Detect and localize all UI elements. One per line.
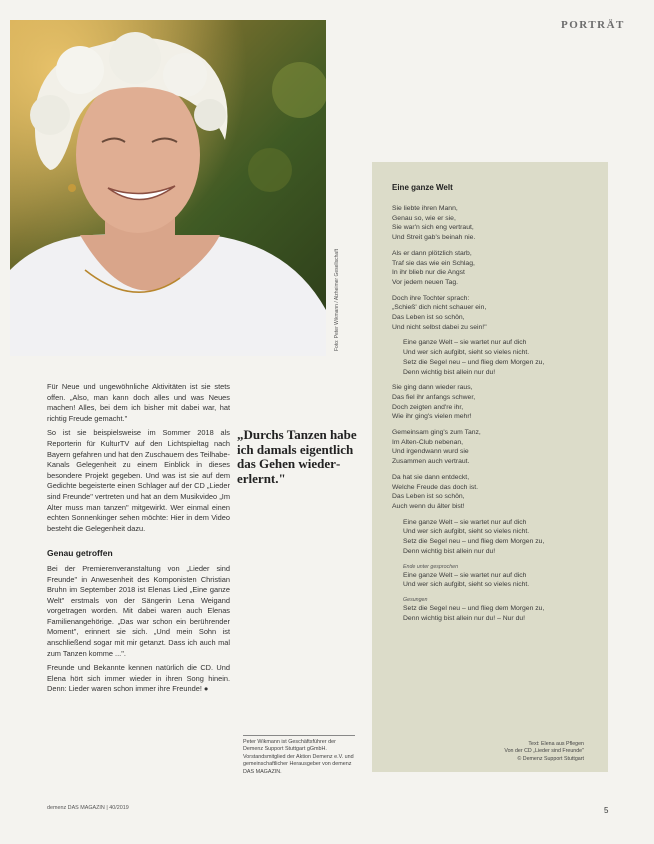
- poem-line: Gemeinsam ging's zum Tanz,: [392, 429, 481, 437]
- article-subhead: Genau getroffen: [47, 548, 113, 559]
- poem-line: Zusammen auch vertraut.: [392, 458, 470, 466]
- article-paragraph: Bei der Premierenveranstaltung von „Lieder sind Freunde" in Anwesenheit des Komponisten Christian Bruhn im September 2018 ist Elenas Lied „Eine ganze Welt" erstmals von der Sängerin Lena Weigand vorgetragen worden. Mit dabei waren auch Elenas Familienangehörige. „Das war schon ein berührender Moment", erinnert sie sich. „Und mein Sohn ist anschließend sogar mit mir getanzt. Dass ich auch mal zum Tanzen komme ...".: [47, 563, 230, 658]
- poem-stanza: [392, 428, 602, 467]
- poem-line: Eine ganze Welt – sie wartet nur auf dich: [403, 518, 527, 526]
- poem-line: Setz die Segel neu – und flieg dem Morgen zu,: [403, 604, 545, 612]
- poem-source-line: © Demenz Support Stuttgart: [517, 755, 584, 762]
- poem-line: Sie liebte ihren Mann,: [392, 205, 458, 212]
- poem-line: Und wer sich aufgibt, sieht so vieles nicht.: [403, 528, 530, 536]
- poem-stanza: [392, 383, 602, 422]
- poem-line: Und wer sich aufgibt, sieht so vieles nicht.: [403, 581, 530, 589]
- poem-source-line: Text: Elena aus Pflegen: [528, 741, 584, 747]
- poem-line: Sie ging dann wieder raus,: [392, 384, 473, 392]
- poem-text: [392, 204, 602, 629]
- poem-line: Sie war'n sich eng vertraut,: [392, 224, 474, 232]
- poem-line: Als er dann plötzlich starb,: [392, 249, 472, 257]
- poem-line: „Schieß' dich nicht schauer ein,: [392, 304, 487, 312]
- poem-refrain: [392, 563, 602, 590]
- poem-line: Denn wichtig bist allein nur du!: [403, 547, 496, 555]
- poem-line: Traf sie das wie ein Schlag,: [392, 259, 475, 267]
- article-paragraph: Freunde und Bekannte kennen natürlich die CD. Und Elena hört sich immer wieder in ihren Song hinein. Denn: Lieder waren schon immer ihre Freunde! ●: [47, 663, 230, 694]
- poem-refrain: [392, 596, 602, 623]
- poem-line: Und Streit gab's beinah nie.: [392, 234, 476, 242]
- poem-title: Eine ganze Welt: [392, 183, 453, 192]
- poem-line: Denn wichtig bist allein nur du!: [403, 368, 496, 376]
- portrait-photo: [10, 20, 326, 356]
- photo-credit: Foto: Peter Wikmann / Alzheimer Gesellschaft: [334, 249, 340, 351]
- poem-line: Eine ganze Welt – sie wartet nur auf dich: [403, 571, 527, 579]
- poem-note: Ende unter gesprochen: [403, 563, 459, 570]
- poem-line: Und wer sich aufgibt, sieht so vieles nicht.: [403, 349, 530, 357]
- poem-line: Genau so, wie er sie,: [392, 214, 456, 222]
- poem-line: Das fiel ihr anfangs schwer,: [392, 393, 476, 401]
- footer-magazine: demenz DAS MAGAZIN | 40/2019: [47, 805, 129, 811]
- poem-line: Doch zeigten and're ihr,: [392, 403, 464, 411]
- poem-line: Auch wenn du älter bist!: [392, 502, 465, 510]
- pull-quote: „Durchs Tanzen habe ich damals eigentlich das Gehen wiedererlernt.": [237, 427, 357, 486]
- poem-refrain: [392, 518, 602, 557]
- poem-line: Denn wichtig bist allein nur du! – Nur du!: [403, 614, 526, 622]
- article-paragraph: So ist sie beispielsweise im Sommer 2018 als Reporterin für KulturTV auf den Lichtspieltag nach Bayern gefahren und hat den Zuschauern des Teilhabe-Kanals Gelegenheit zu einem Einblick in dieses besondere Projekt gegeben. Und was ist sie auf dem Gedichte begeisterte einen Schlager auf der CD „Lieder sind Freunde" vertreten und hat an dem Musikvideo „Im Alter muss man tanzen" mitgewirkt. Wer einmal einen echten Sonnenkinger sehen möchte: Hier in dem Video besteht die Gelegenheit dazu.: [47, 428, 230, 533]
- page-number: 5: [604, 806, 609, 815]
- article-paragraph: Für Neue und ungewöhnliche Aktivitäten ist sie stets offen. „Also, man kann doch alles und was Neues machen! Alles, bei dem ich bisher mit dabei war, hat richtig Freude gemacht.": [47, 382, 230, 423]
- poem-line: Im Alten-Club nebenan,: [392, 438, 464, 446]
- poem-line: Doch ihre Tochter sprach:: [392, 294, 470, 302]
- poem-line: Setz die Segel neu – und flieg dem Morgen zu,: [403, 358, 545, 366]
- poem-refrain: [392, 338, 602, 377]
- poem-line: Und nicht selbst dabei zu sein!": [392, 323, 487, 331]
- poem-stanza: [392, 204, 602, 243]
- poem-line: Eine ganze Welt – sie wartet nur auf dich: [403, 339, 527, 347]
- poem-stanza: [392, 249, 602, 288]
- poem-line: Setz die Segel neu – und flieg dem Morgen zu,: [403, 538, 545, 546]
- poem-note: Gesungen: [403, 596, 428, 603]
- section-tag: PORTRÄT: [561, 19, 625, 31]
- poem-line: Da hat sie dann entdeckt,: [392, 473, 470, 481]
- poem-line: Wie ihr ging's vielen mehr!: [392, 413, 472, 421]
- poem-line: Vor jedem neuen Tag.: [392, 278, 459, 286]
- poem-line: Welche Freude das doch ist.: [392, 483, 479, 491]
- author-bio: Peter Wikmann ist Geschäftsführer der Demenz Support Stuttgart gGmbH. Vorstandsmitglied der Aktion Demenz e.V. und gemeinschaftlicher Herausgeber von demenz DAS MAGAZIN.: [243, 735, 355, 776]
- poem-source-line: Von der CD „Lieder sind Freunde": [504, 748, 584, 755]
- article-column: [47, 382, 230, 699]
- poem-line: In ihr blieb nur die Angst: [392, 269, 465, 277]
- poem-line: Das Leben ist so schön,: [392, 314, 465, 322]
- poem-source: [472, 741, 584, 763]
- poem-line: Das Leben ist so schön,: [392, 493, 465, 501]
- poem-stanza: [392, 294, 602, 333]
- poem-stanza: [392, 473, 602, 512]
- poem-line: Und irgendwann wurd sie: [392, 448, 469, 456]
